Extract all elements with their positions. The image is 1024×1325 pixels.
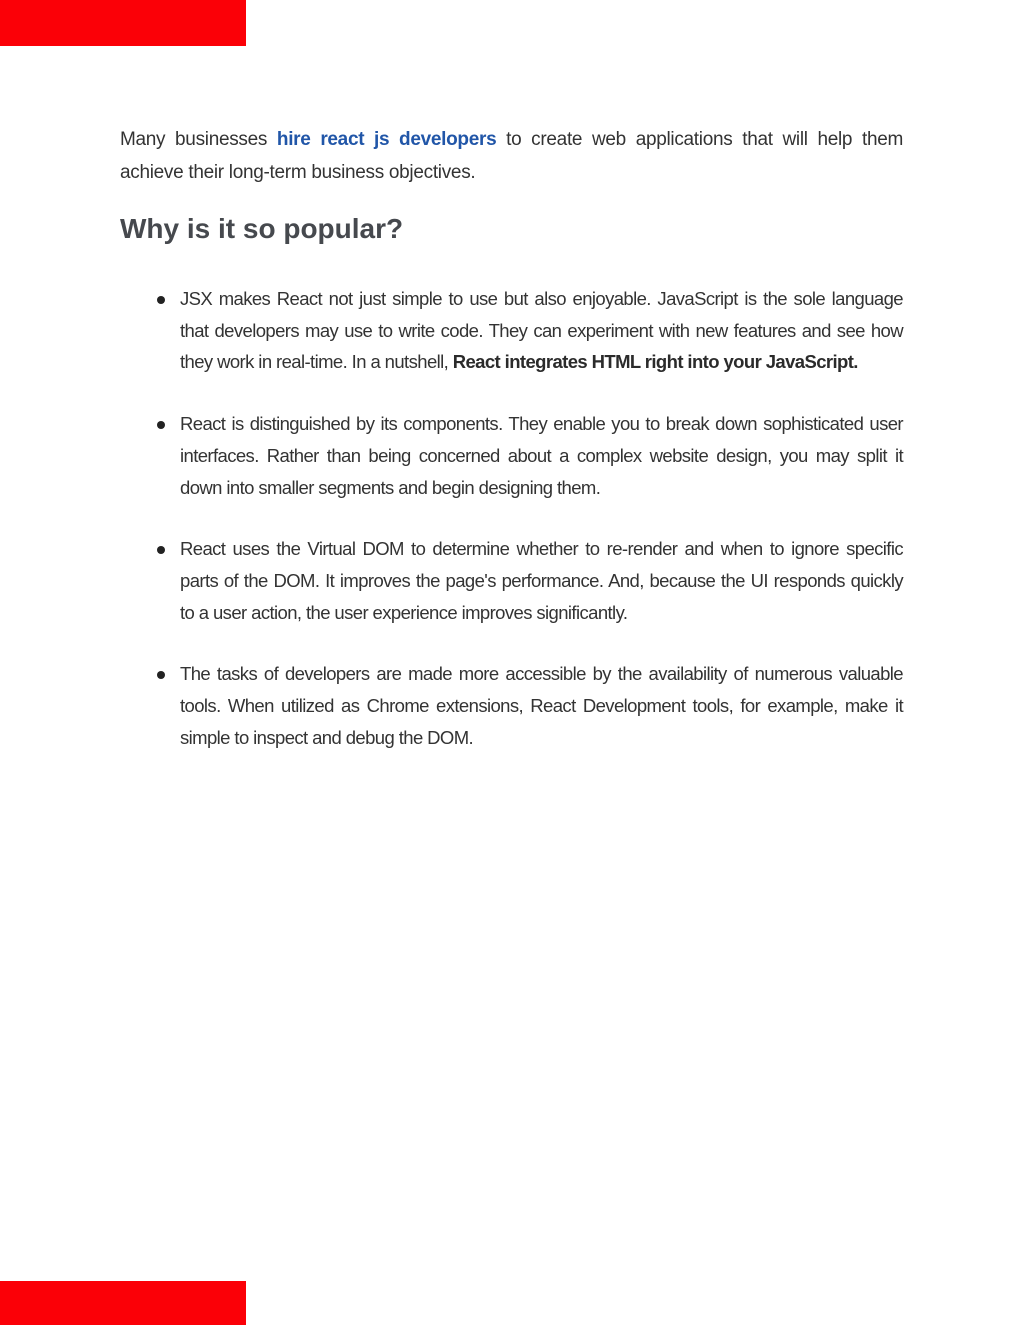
list-item-components	[180, 408, 903, 503]
intro-text-before: Many businesses	[120, 129, 277, 150]
bold-text: React integrates HTML right into your JavaScript.	[452, 351, 858, 373]
benefits-list	[120, 283, 903, 753]
list-item-text: The tasks of developers are made more accessible by the availability of numerous valuable tools. When utilized as Chrome extensions, React Development tools, for example, make it simple to inspect and debug the DOM.	[180, 663, 903, 748]
hire-react-developers-link[interactable]: hire react js developers	[276, 129, 497, 150]
bullet-icon	[157, 421, 165, 429]
bullet-icon	[157, 546, 165, 554]
redacted-footer-block	[0, 1281, 246, 1325]
intro-paragraph	[120, 123, 903, 189]
list-item-text: React is distinguished by its components. They enable you to break down sophisticated user interfaces. Rather than being concerned about a complex website design, you may split it down into smaller segments and begin designing them.	[180, 413, 903, 498]
redacted-header-block	[0, 0, 246, 46]
document-content	[120, 123, 903, 753]
list-item-text: JSX makes React not just simple to use but also enjoyable. JavaScript is the sole language that developers may use to write code. They can experiment with new features and see how they work in real-time. In a nutshell,	[180, 288, 903, 373]
bullet-icon	[157, 671, 165, 679]
list-item-text: React uses the Virtual DOM to determine whether to re-render and when to ignore specific parts of the DOM. It improves the page's performance. And, because the UI responds quickly to a user action, the user experience improves significantly.	[180, 538, 903, 623]
intro-text-after: to create web applications that will help them achieve their long-term business objectives.	[120, 129, 903, 183]
bullet-icon	[157, 296, 165, 304]
list-item-virtual-dom	[180, 533, 903, 628]
list-item-jsx	[180, 283, 903, 378]
section-heading: Why is it so popular?	[120, 213, 404, 244]
list-item-dev-tools	[180, 658, 903, 753]
